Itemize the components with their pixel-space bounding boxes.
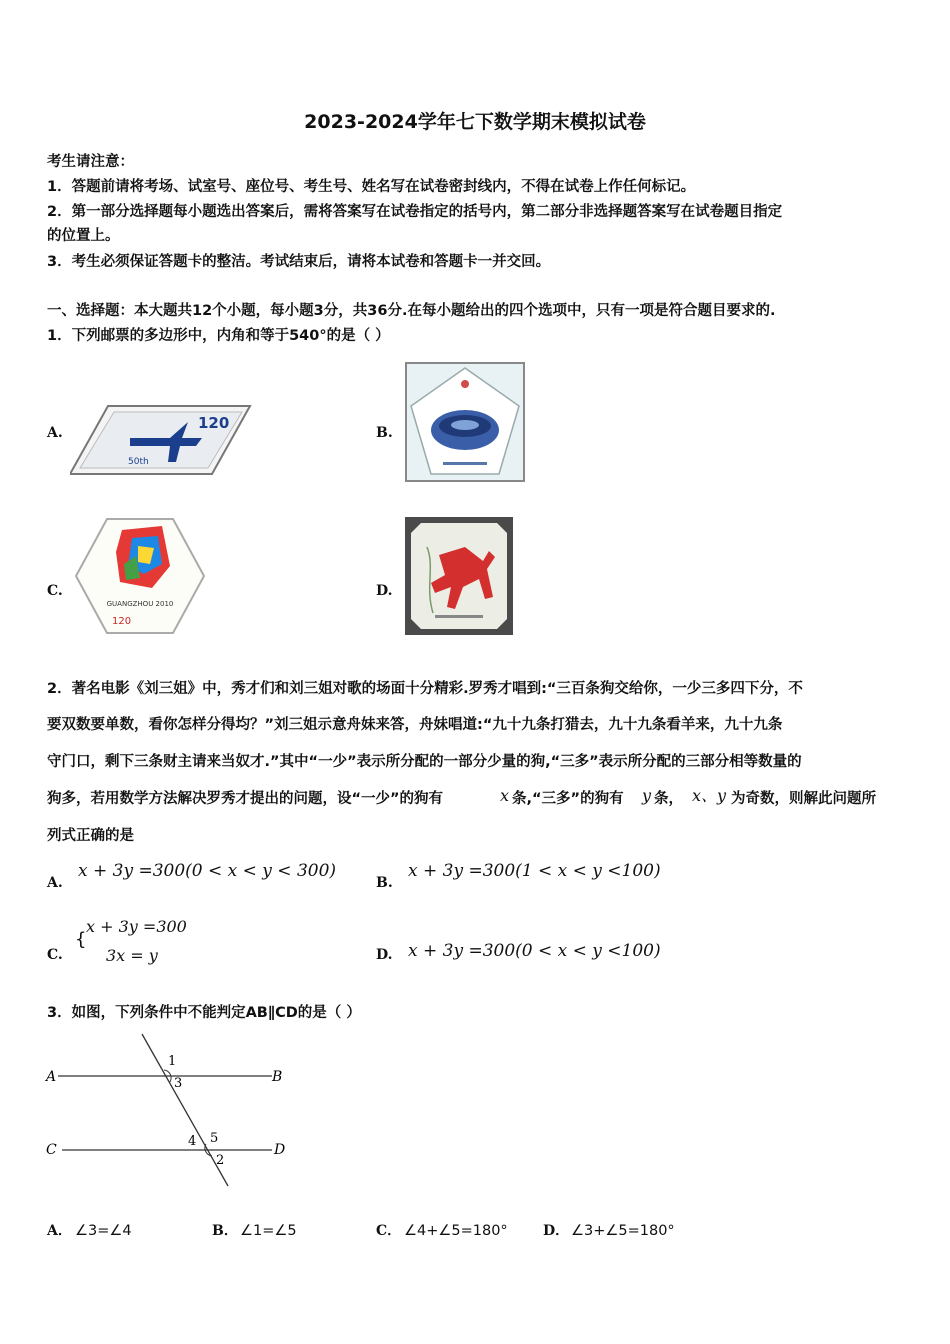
q2-option-c-brace: { [75,929,87,950]
q3-option-d-label: D． [543,1223,570,1239]
q2-option-d: x + 3y =300(0 < x < y <100) [408,941,661,961]
q2-line-4b: 条,“三多”的狗有 [512,791,624,807]
label-a: A [46,1069,57,1085]
q2-option-b: x + 3y =300(1 < x < y <100) [408,861,661,881]
q2-line-4a: 狗多，若用数学方法解决罗秀才提出的问题，设“一少”的狗有 [47,791,444,807]
q2-option-a: x + 3y =300(0 < x < y < 300) [78,861,337,881]
q1-option-c-label: C. [47,583,63,599]
angle-5-label: 5 [210,1131,219,1146]
section-1-heading: 一、选择题：本大题共12个小题，每小题3分，共36分.在每小题给出的四个选项中，只有一项是符合题目要求的. [47,303,776,319]
q2-option-c-eq1: x + 3y =300 [86,917,187,936]
q2-line-4c: 条， [654,791,683,807]
q3-option-c-label: C． [376,1223,402,1239]
q3-option-d: ∠3+∠5=180° [571,1223,675,1239]
q2-option-c-eq2: 3x = y [106,946,158,965]
q2-var-x: x [500,786,510,805]
q2-line-5: 列式正确的是 [47,828,134,844]
q1-option-b-label: B. [376,425,393,441]
label-b: B [272,1069,283,1085]
parallel-lines-figure [40,1030,300,1190]
angle-4-label: 4 [188,1134,197,1149]
q2-var-xy: x、y [692,786,727,805]
q3-option-c: ∠4+∠5=180° [404,1223,508,1239]
notice-line-3: 3．考生必须保证答题卡的整洁。考试结束后，请将本试卷和答题卡一并交回。 [47,254,551,270]
stamp-b-pentagon [405,362,525,482]
q2-line-4d: 为奇数，则解此问题所 [731,791,876,807]
q3-option-b-label: B． [212,1223,238,1239]
q3-option-a: ∠3=∠4 [75,1223,132,1239]
stamp-d-octagon [405,517,513,635]
q2-var-y: y [642,786,652,805]
stamp-c-hexagon [74,516,206,636]
stamp-a-value: 120 [198,414,230,432]
stamp-a-caption: 50th [128,457,149,467]
angle-2-label: 2 [216,1153,225,1168]
q3-stem: 3．如图，下列条件中不能判定AB∥CD的是（ ） [47,1005,361,1021]
notice-heading: 考生请注意： [47,154,134,170]
stamp-a-parallelogram [70,402,252,478]
q2-line-3: 守门口，剩下三条财主请来当奴才.”其中“一少”表示所分配的一部分少量的狗,“三多”表示所分配的三部分相等数量的 [47,754,802,770]
label-c: C [46,1142,57,1158]
angle-3-label: 3 [174,1076,183,1091]
angle-1-label: 1 [168,1054,177,1069]
q3-option-b: ∠1=∠5 [240,1223,297,1239]
q2-option-c-label: C. [47,947,63,963]
q2-option-b-label: B. [376,875,393,891]
q3-option-a-label: A． [47,1223,72,1239]
emblem-icon [461,380,469,388]
q2-line-2: 要双数要单数，看你怎样分得均？”刘三姐示意舟妹来答，舟妹唱道:“九十九条打猎去，九十九条看羊来，九十九条 [47,717,783,733]
q1-option-a-label: A. [47,425,63,441]
q2-line-1: 2．著名电影《刘三姐》中，秀才们和刘三姐对歌的场面十分精彩.罗秀才唱到:“三百条狗交给你，一少三多四下分，不 [47,681,803,697]
label-d: D [274,1142,286,1158]
stamp-c-caption: GUANGZHOU 2010 [106,600,174,608]
stamp-c-value: 120 [112,616,132,627]
notice-line-2b: 的位置上。 [47,228,120,244]
page-title: 2023-2024学年七下数学期末模拟试卷 [304,111,646,133]
question-1-stem: 1．下列邮票的多边形中，内角和等于540°的是（ ） [47,328,390,344]
q2-option-d-label: D. [376,947,393,963]
q1-option-d-label: D. [376,583,393,599]
q2-option-a-label: A. [47,875,63,891]
notice-line-1: 1．答题前请将考场、试室号、座位号、考生号、姓名写在试卷密封线内，不得在试卷上作任何标记。 [47,179,696,195]
notice-line-2a: 2．第一部分选择题每小题选出答案后，需将答案写在试卷指定的括号内，第二部分非选择题答案写在试卷题目指定 [47,204,783,220]
